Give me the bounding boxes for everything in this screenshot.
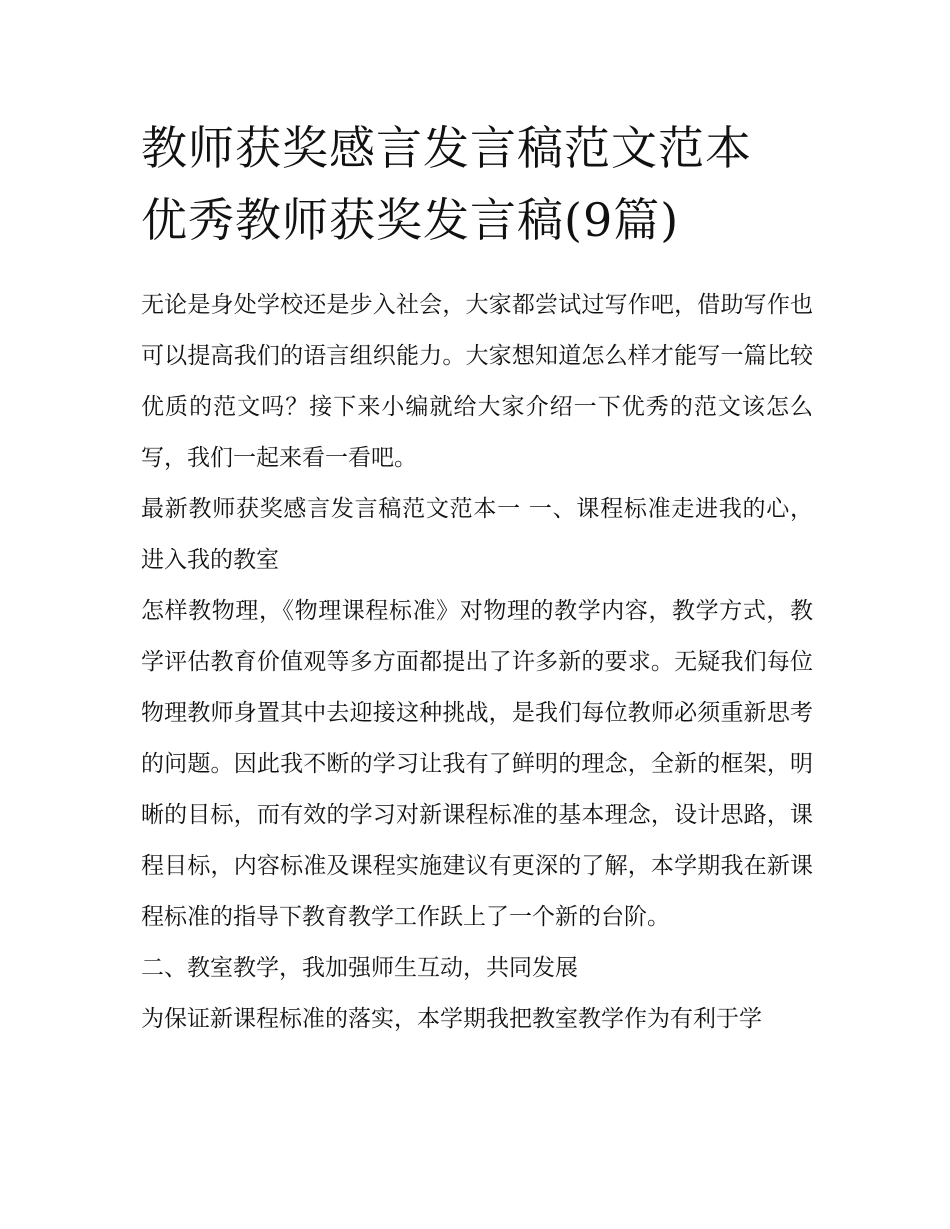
intro-paragraph: 无论是身处学校还是步入社会，大家都尝试过写作吧，借助写作也可以提高我们的语言组织能力。大家想知道怎么样才能写一篇比较优质的范文吗？接下来小编就给大家介绍一下优秀的范文该怎么写，我们一起来看一看吧。 [141,292,813,471]
document-title [141,112,813,256]
document-body [141,280,813,1045]
section-heading-1: 最新教师获奖感言发言稿范文范本一 一、课程标准走进我的心，进入我的教室 [141,496,813,573]
title-line-1: 教师获奖感言发言稿范文范本 [141,121,752,175]
document-page [141,112,813,1045]
body-paragraph-1: 怎样教物理，《物理课程标准》对物理的教学内容，教学方式，教学评估教育价值观等多方面都提出了许多新的要求。无疑我们每位物理教师身置其中去迎接这种挑战，是我们每位教师必须重新思考的问题。因此我不断的学习让我有了鲜明的理念，全新的框架，明晰的目标，而有效的学习对新课程标准的基本理念，设计思路，课程目标，内容标准及课程实施建议有更深的了解，本学期我在新课程标准的指导下教育教学工作跃上了一个新的台阶。 [141,598,813,930]
section-heading-2: 二、教室教学，我加强师生互动，共同发展 [141,955,578,981]
title-line-2: 优秀教师获奖发言稿(9篇) [141,193,680,247]
body-paragraph-2: 为保证新课程标准的落实，本学期我把教室教学作为有利于学 [141,1006,762,1032]
